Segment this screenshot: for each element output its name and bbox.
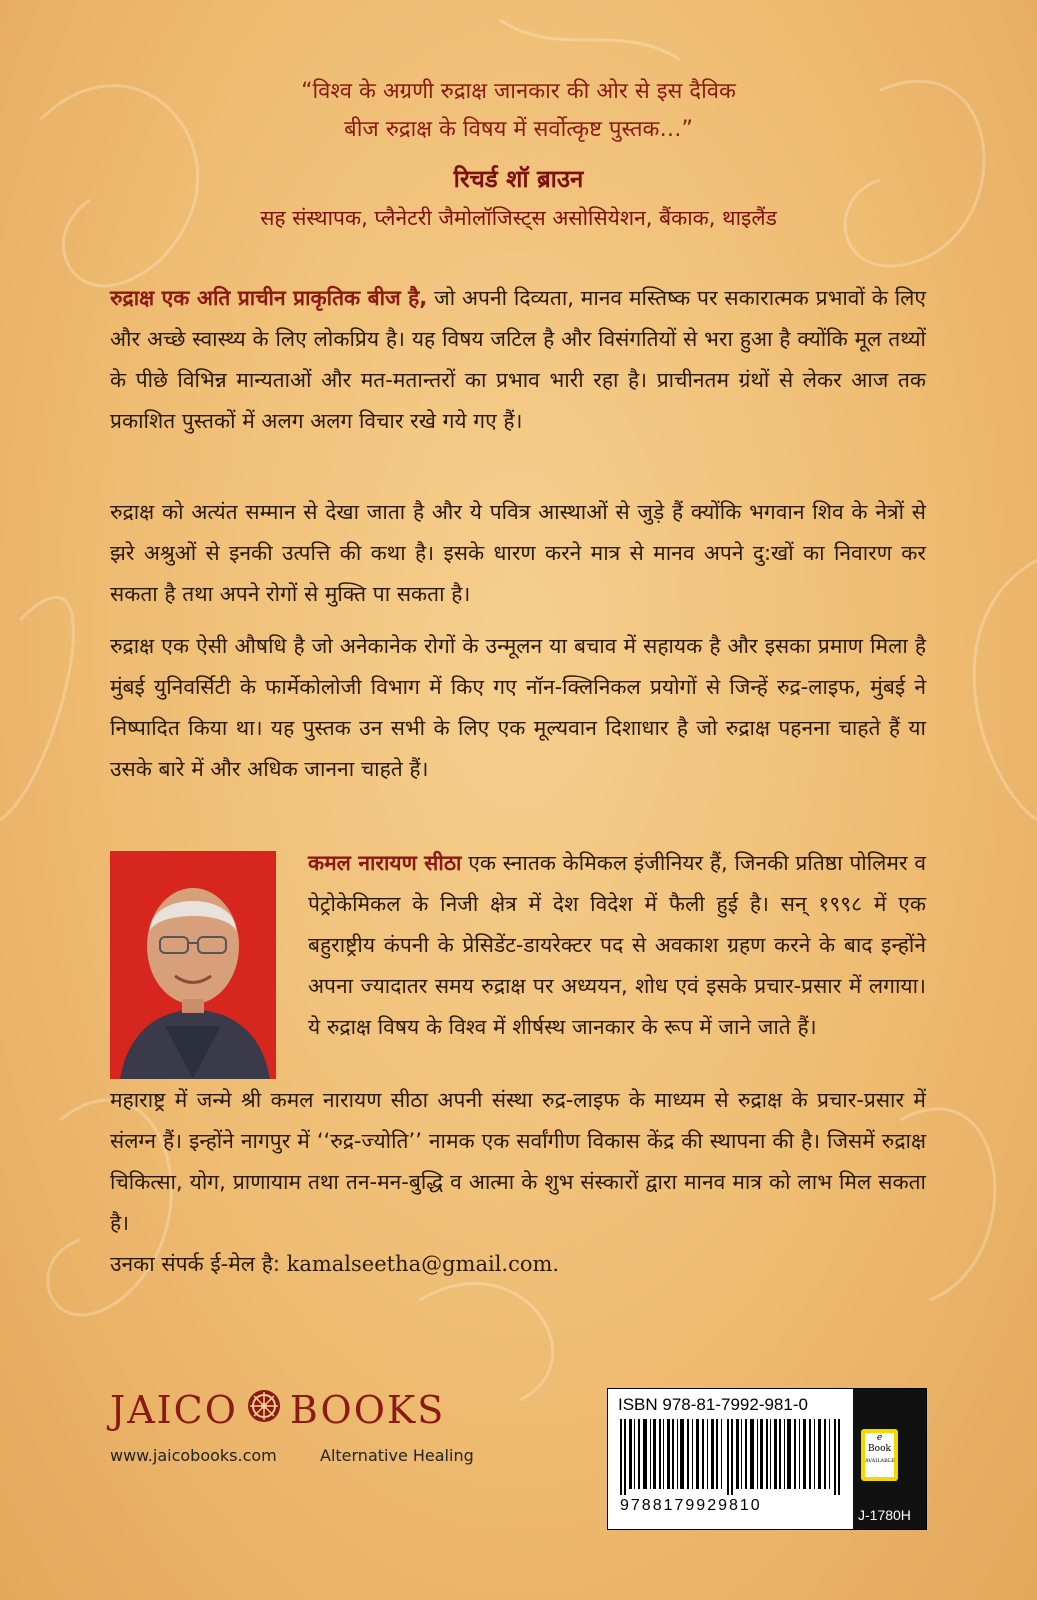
contact-line: [110, 1244, 926, 1285]
ebook-icon: e Book AVAILABLE: [861, 1429, 898, 1481]
quote-author-title: सह संस्थापक, प्लैनेटरी जैमोलॉजिस्ट्स असोसियेशन, बैंकाक, थाइलैंड: [260, 206, 777, 230]
publisher-name-left: JAICO: [110, 1388, 238, 1432]
quote-author: रिचर्ड शॉ ब्राउन: [453, 165, 584, 193]
author-email[interactable]: kamalseetha@gmail.com.: [286, 1252, 560, 1276]
author-bio-text: एक स्नातक केमिकल इंजीनियर हैं, जिनकी प्रतिष्ठा पोलिमर व पेट्रोकेमिकल के निजी क्षेत्र में देश विदेश में फैली हुई है। सन् १९९८ में एक बहुराष्ट्रीय कंपनी के प्रेसिडेंट-डायरेक्टर पद से अवकाश ग्रहण करने के बाद इन्होंने अपना ज्यादातर समय रुद्राक्ष पर अध्ययन, शोध एवं इसके प्रचार-प्रसार में लगाया। ये रुद्राक्ष विषय के विश्व में शीर्षस्थ जानकार के रूप में जाने जाते हैं।: [308, 851, 926, 1039]
ebook-sub: AVAILABLE: [865, 1458, 895, 1464]
intro-highlight: रुद्राक्ष एक अति प्राचीन प्राकृतिक बीज है,: [110, 286, 428, 310]
quote-line-1: “विश्व के अग्रणी रुद्राक्ष जानकार की ओर से इस दैविक: [301, 79, 736, 104]
origin-paragraph: रुद्राक्ष को अत्यंत सम्मान से देखा जाता है और ये पवित्र आस्थाओं से जुड़े हैं क्योंकि भगवान शिव के नेत्रों से झरे अश्रुओं से इनकी उत्पत्ति की कथा है। इसके धारण करने मात्र से मानव अपने दु:खों का निवारण कर सकता है तथा अपने रोगों से मुक्ति पा सकता है।: [110, 500, 926, 606]
isbn-label: ISBN 978-81-7992-981-0: [618, 1395, 808, 1414]
intro-paragraph: [110, 278, 926, 442]
medicine-paragraph: रुद्राक्ष एक ऐसी औषधि है जो अनेकानेक रोगों के उन्मूलन या बचाव में सहायक है और इसका प्रमाण मिला है मुंबई युनिवर्सिटी के फार्मेकोलोजी विभाग में किए गए नॉन-क्लिनिकल प्रयोगों से जिन्हें रुद्र-लाइफ, मुंबई ने निष्पादित किया था। यह पुस्तक उन सभी के लिए एक मूल्यवान दिशाधार है जो रुद्राक्ष पहनना चाहते हैं या उसके बारे में और अधिक जानना चाहते हैं।: [110, 634, 926, 781]
isbn-number: 9788179929810: [620, 1497, 762, 1514]
author-name: कमल नारायण सीठा: [308, 851, 462, 875]
publisher-logo: [110, 1388, 445, 1433]
contact-label: उनका संपर्क ई-मेल है:: [110, 1252, 287, 1276]
chakra-icon: [246, 1388, 282, 1433]
author-photo: [110, 851, 276, 1079]
publisher-website[interactable]: www.jaicobooks.com: [110, 1446, 277, 1465]
book-category: Alternative Healing: [320, 1446, 474, 1465]
quote-line-2: बीज रुद्राक्ष के विषय में सर्वोत्कृष्ट पुस्तक…”: [344, 117, 693, 142]
barcode: [620, 1419, 842, 1495]
isbn-block: [607, 1388, 927, 1530]
author-bio: [308, 843, 926, 1048]
product-code: J-1780H: [858, 1507, 911, 1523]
ebook-label: Book: [868, 1444, 891, 1454]
publisher-name-right: BOOKS: [289, 1388, 446, 1432]
author-more-paragraph: महाराष्ट्र में जन्मे श्री कमल नारायण सीठा अपनी संस्था रुद्र-लाइफ के माध्यम से रुद्राक्ष के प्रचार-प्रसार में संलग्न हैं। इन्होंने नागपुर में ‘‘रुद्र-ज्योति’’ नामक एक सर्वांगीण विकास केंद्र की स्थापना की है। जिसमें रुद्राक्ष चिकित्सा, योग, प्राणायाम तथा तन-मन-बुद्धि व आत्मा के शुभ संस्कारों द्वारा मानव मात्र को लाभ मिल सकता है।: [110, 1088, 926, 1235]
intro-text: जो अपनी दिव्यता, मानव मस्तिष्क पर सकारात्मक प्रभावों के लिए और अच्छे स्वास्थ्य के लिए लोकप्रिय है। यह विषय जटिल है और विसंगतियों से भरा हुआ है क्योंकि मूल तथ्यों के पीछे विभिन्न मान्यताओं और मत-मतान्तरों का प्रभाव भारी रहा है। प्राचीनतम ग्रंथों से लेकर आज तक प्रकाशित पुस्तकों में अलग अलग विचार रखे गये गए हैं।: [110, 286, 926, 433]
